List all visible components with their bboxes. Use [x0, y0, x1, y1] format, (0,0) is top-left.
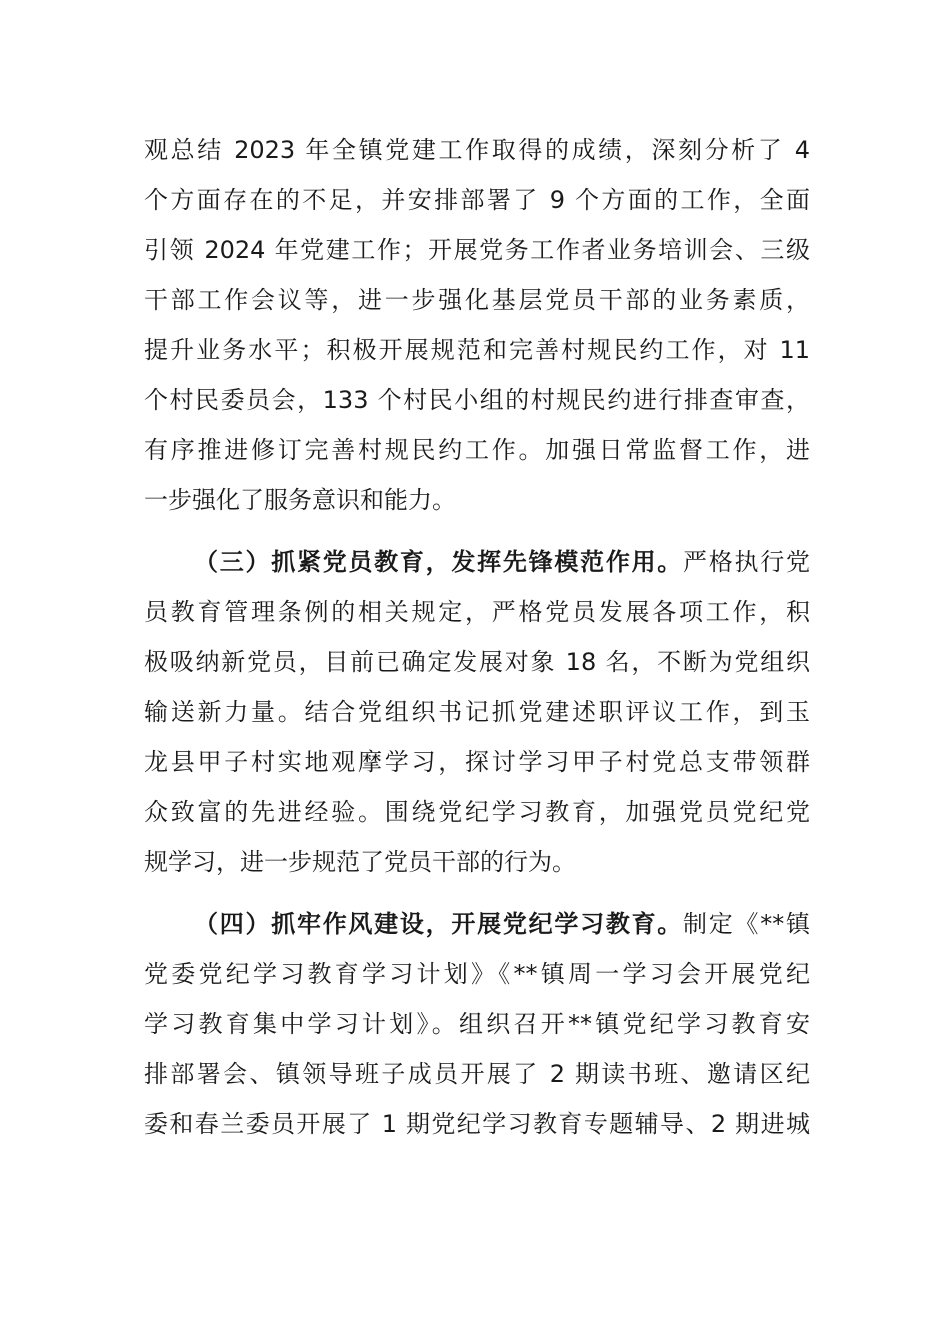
text-line: 党委党纪学习教育学习计划》《**镇周一学习会开展党纪: [144, 960, 810, 988]
text-line: 极吸纳新党员，目前已确定发展对象 18 名，不断为党组织: [144, 648, 810, 676]
text-line: 众致富的先进经验。围绕党纪学习教育，加强党员党纪党: [144, 798, 810, 826]
first-line: [144, 899, 810, 949]
section-heading: （四）抓牢作风建设，开展党纪学习教育。: [194, 910, 684, 938]
document-page: [144, 125, 810, 1149]
paragraph-3: [144, 899, 810, 1149]
text-line: 引领 2024 年党建工作；开展党务工作者业务培训会、三级: [144, 236, 810, 264]
first-line-text: 制定《**镇: [683, 910, 811, 938]
text-line: 委和春兰委员开展了 1 期党纪学习教育专题辅导、2 期进城: [144, 1110, 810, 1138]
text-line: 规学习，进一步规范了党员干部的行为。: [144, 848, 576, 876]
first-line: [144, 537, 810, 587]
paragraph-1: [144, 125, 810, 525]
first-line-text: 严格执行党: [683, 548, 811, 576]
text-line: 学习教育集中学习计划》。组织召开**镇党纪学习教育安: [144, 1010, 810, 1038]
text-line: 龙县甲子村实地观摩学习，探讨学习甲子村党总支带领群: [144, 748, 810, 776]
section-heading: （三）抓紧党员教育，发挥先锋模范作用。: [194, 548, 684, 576]
text-line: 个方面存在的不足，并安排部署了 9 个方面的工作，全面: [144, 186, 810, 214]
text-line: 个村民委员会，133 个村民小组的村规民约进行排查审查，: [144, 386, 810, 414]
text-line: 一步强化了服务意识和能力。: [144, 486, 456, 514]
text-line: 观总结 2023 年全镇党建工作取得的成绩，深刻分析了 4: [144, 136, 810, 164]
text-line: 输送新力量。结合党组织书记抓党建述职评议工作，到玉: [144, 698, 810, 726]
text-line: 干部工作会议等，进一步强化基层党员干部的业务素质，: [144, 286, 810, 314]
text-line: 提升业务水平；积极开展规范和完善村规民约工作，对 11: [144, 336, 810, 364]
text-line: 员教育管理条例的相关规定，严格党员发展各项工作，积: [144, 598, 810, 626]
text-line: 有序推进修订完善村规民约工作。加强日常监督工作，进: [144, 436, 810, 464]
text-line: 排部署会、镇领导班子成员开展了 2 期读书班、邀请区纪: [144, 1060, 810, 1088]
paragraph-2: [144, 537, 810, 887]
